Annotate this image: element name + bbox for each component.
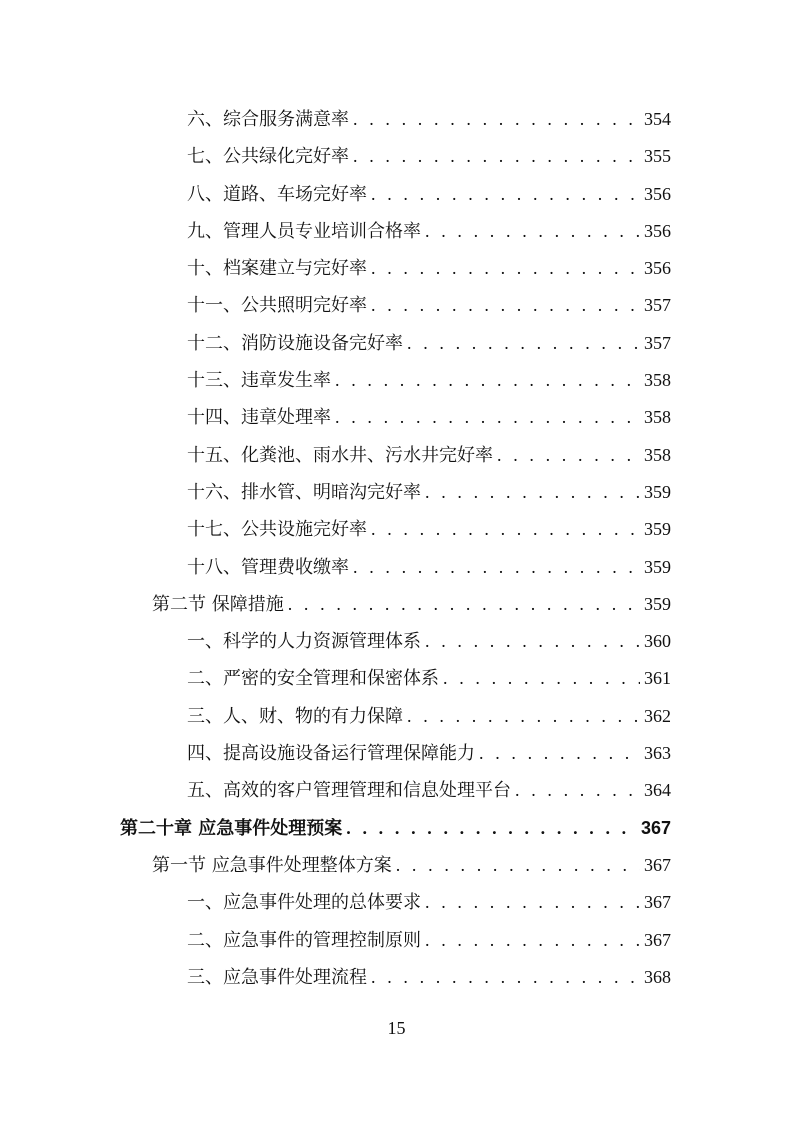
toc-entry-page: 355: [644, 146, 671, 167]
toc-entry[interactable]: [0, 213, 671, 250]
toc-entry[interactable]: [0, 176, 671, 213]
toc-entry-page: 367: [644, 929, 671, 950]
toc-entry[interactable]: [0, 399, 671, 436]
toc-entry-title: 十、档案建立与完好率: [187, 258, 367, 280]
toc-entry[interactable]: [0, 549, 671, 586]
toc-chapter-entry[interactable]: [0, 810, 671, 847]
toc-entry-title: 二、严密的安全管理和保密体系: [187, 668, 439, 690]
toc-entry[interactable]: [0, 772, 671, 809]
toc-entry[interactable]: [0, 511, 671, 548]
toc-entry-page: 359: [644, 556, 671, 577]
toc-entry-title: 十三、违章发生率: [187, 370, 331, 392]
toc-entry[interactable]: [0, 735, 671, 772]
toc-entry[interactable]: [0, 884, 671, 921]
toc-entry-page: 361: [644, 668, 671, 689]
toc-entry-title: 八、道路、车场完好率: [187, 183, 367, 205]
toc-entry-title: 三、应急事件处理流程: [187, 966, 367, 988]
table-of-contents: [0, 101, 793, 996]
toc-entry-title: 十一、公共照明完好率: [187, 295, 367, 317]
toc-entry-title: 十六、排水管、明暗沟完好率: [187, 481, 421, 503]
dot-leader: [371, 287, 640, 324]
toc-entry-page: 360: [644, 631, 671, 652]
toc-entry-title: 九、管理人员专业培训合格率: [187, 220, 421, 242]
toc-entry-page: 358: [644, 444, 671, 465]
toc-entry-page: 363: [644, 743, 671, 764]
toc-entry-title: 十八、管理费收缴率: [187, 556, 349, 578]
toc-entry-title: 一、应急事件处理的总体要求: [187, 892, 421, 914]
toc-entry-page: 367: [644, 892, 671, 913]
toc-entry-title: 第二十章 应急事件处理预案: [120, 817, 343, 839]
toc-entry[interactable]: [0, 250, 671, 287]
toc-entry-page: 357: [644, 295, 671, 316]
dot-leader: [425, 922, 640, 959]
toc-entry[interactable]: [0, 623, 671, 660]
toc-entry[interactable]: [0, 698, 671, 735]
dot-leader: [346, 810, 637, 847]
toc-entry-title: 五、高效的客户管理管理和信息处理平台: [187, 780, 511, 802]
dot-leader: [371, 250, 640, 287]
toc-entry-page: 357: [644, 332, 671, 353]
toc-entry-page: 364: [644, 780, 671, 801]
toc-section-entry[interactable]: [0, 586, 671, 623]
toc-entry-title: 二、应急事件的管理控制原则: [187, 929, 421, 951]
dot-leader: [479, 735, 640, 772]
dot-leader: [371, 511, 640, 548]
toc-entry[interactable]: [0, 474, 671, 511]
toc-entry-title: 十七、公共设施完好率: [187, 519, 367, 541]
toc-entry-page: 359: [644, 593, 671, 614]
dot-leader: [425, 474, 640, 511]
toc-entry-page: 356: [644, 258, 671, 279]
toc-entry[interactable]: [0, 660, 671, 697]
dot-leader: [425, 884, 640, 921]
toc-entry[interactable]: [0, 362, 671, 399]
page-number: 15: [387, 1018, 406, 1038]
toc-entry-page: 356: [644, 220, 671, 241]
toc-entry-title: 十二、消防设施设备完好率: [187, 332, 403, 354]
toc-entry-page: 356: [644, 183, 671, 204]
dot-leader: [353, 549, 640, 586]
dot-leader: [425, 213, 640, 250]
dot-leader: [353, 138, 640, 175]
toc-entry-page: 367: [640, 817, 671, 838]
toc-entry-page: 367: [644, 854, 671, 875]
toc-section-entry[interactable]: [0, 847, 671, 884]
dot-leader: [335, 399, 640, 436]
dot-leader: [443, 660, 640, 697]
toc-entry-title: 六、综合服务满意率: [187, 109, 349, 130]
toc-entry-title: 十四、违章处理率: [187, 407, 331, 429]
dot-leader: [288, 586, 640, 623]
toc-entry-page: 354: [644, 109, 671, 129]
dot-leader: [335, 362, 640, 399]
toc-entry[interactable]: [0, 437, 671, 474]
dot-leader: [371, 959, 640, 996]
toc-entry-page: 358: [644, 370, 671, 391]
dot-leader: [371, 176, 640, 213]
toc-entry[interactable]: [0, 959, 671, 996]
toc-entry-title: 一、科学的人力资源管理体系: [187, 631, 421, 653]
toc-entry[interactable]: [0, 101, 671, 138]
dot-leader: [407, 698, 640, 735]
toc-entry[interactable]: [0, 138, 671, 175]
toc-entry-page: 358: [644, 407, 671, 428]
toc-entry-page: 359: [644, 519, 671, 540]
toc-entry-title: 三、人、财、物的有力保障: [187, 705, 403, 727]
toc-entry-page: 359: [644, 481, 671, 502]
dot-leader: [497, 437, 640, 474]
dot-leader: [425, 623, 640, 660]
dot-leader: [515, 772, 640, 809]
toc-entry-title: 第一节 应急事件处理整体方案: [152, 854, 392, 876]
toc-entry[interactable]: [0, 922, 671, 959]
toc-entry[interactable]: [0, 287, 671, 324]
toc-entry-title: 十五、化粪池、雨水井、污水井完好率: [187, 444, 493, 466]
dot-leader: [407, 325, 640, 362]
dot-leader: [353, 101, 640, 138]
toc-entry-page: 368: [644, 966, 671, 987]
toc-entry-title: 四、提高设施设备运行管理保障能力: [187, 743, 475, 765]
toc-entry-page: 362: [644, 705, 671, 726]
toc-entry-title: 七、公共绿化完好率: [187, 146, 349, 168]
dot-leader: [396, 847, 640, 884]
toc-entry[interactable]: [0, 325, 671, 362]
toc-entry-title: 第二节 保障措施: [152, 593, 284, 615]
